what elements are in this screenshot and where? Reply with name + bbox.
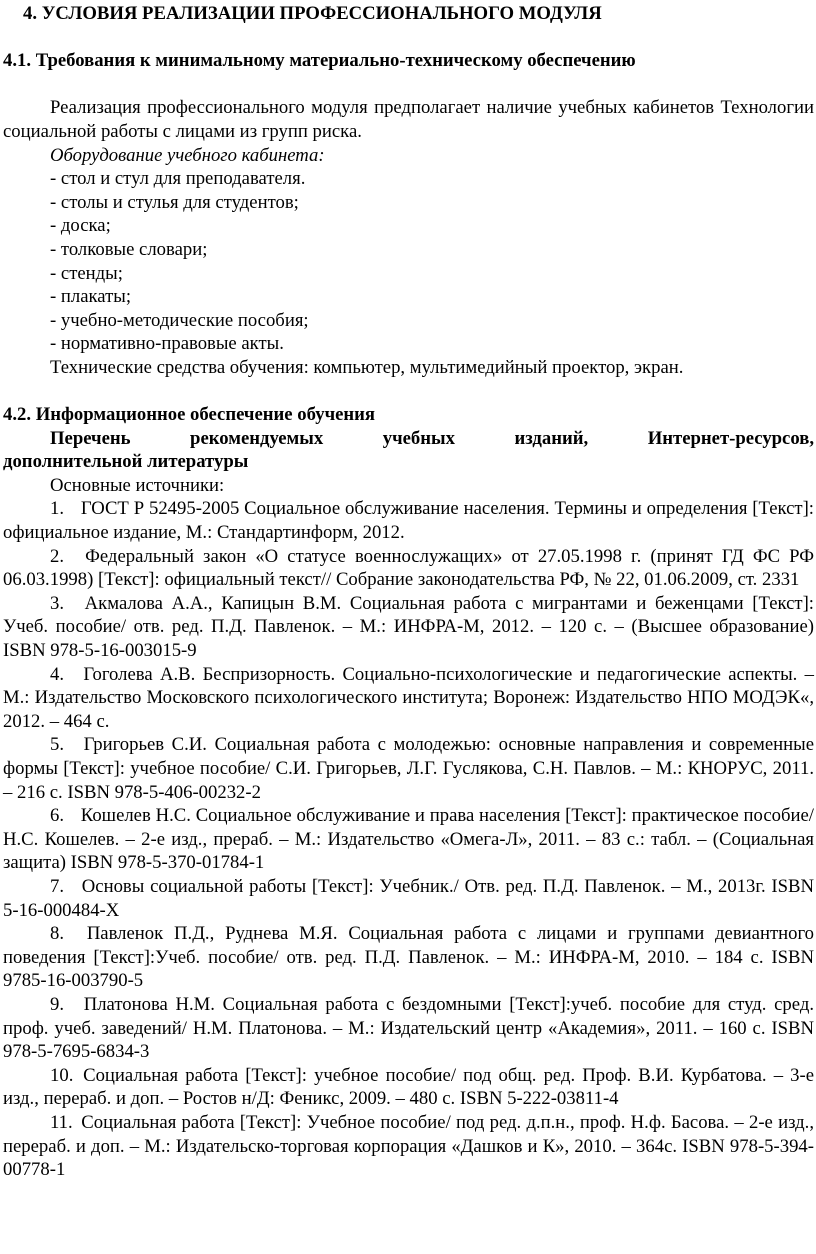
- subsection-1-title: 4.1. Требования к минимальному материально-техническому обеспечению: [3, 50, 636, 72]
- reference-number: 2.: [50, 545, 65, 567]
- reference-text: Федеральный закон «О статусе военнослужащих» от 27.05.1998 г. (принят ГД ФС РФ 06.03.1998) [Текст]: официальный текст// Собрание законодательства РФ, № 22, 01.06.2009, ст. 2331: [3, 545, 815, 591]
- reference-item: [3, 922, 814, 993]
- reference-number: 8.: [50, 923, 65, 945]
- reference-text: Григорьев С.И. Социальная работа с молодежью: основные направления и современные формы [Текст]: учебное пособие/ С.И. Григорьев, Л.Г. Гуслякова, С.Н. Павлов. – М.: КНОРУС, 2011. – 216 с. ISBN 978-5-406-00232-2: [3, 734, 815, 803]
- equipment-item: - нормативно-правовые акты.: [50, 333, 284, 355]
- equipment-item: - столы и стулья для студентов;: [50, 191, 299, 213]
- technical-means: Технические средства обучения: компьютер, мультимедийный проектор, экран.: [50, 356, 684, 378]
- spacer: [3, 380, 814, 404]
- equipment-item: - толковые словари;: [50, 238, 208, 260]
- subsection-2-title: 4.2. Информационное обеспечение обучения: [3, 404, 376, 426]
- reference-text: Гоголева А.В. Беспризорность. Социально-психологические и педагогические аспекты. – М.: Издательство Московского психологического института; Воронеж: Издательство НПО МОДЭК«, 2012. – 464 с.: [3, 663, 814, 732]
- equipment-item: - плакаты;: [50, 286, 132, 308]
- reference-number: 9.: [50, 993, 65, 1015]
- reference-text: Кошелев Н.С. Социальное обслуживание и права населения [Текст]: практическое пособие/ Н.С. Кошелев. – 2-е изд., прераб. – М.: Издательство «Омега-Л», 2011. – 83 с.: табл. – (Социальная защита) ISBN 978-5-370-01784-1: [3, 805, 814, 874]
- reference-text: Социальная работа [Текст]: учебное пособие/ под общ. ред. Проф. В.И. Курбатова. – 3-е изд., перераб. и доп. – Ростов н/Д: Феникс, 2009. – 480 с. ISBN 5-222-03811-4: [3, 1064, 814, 1110]
- reference-text: Платонова Н.М. Социальная работа с бездомными [Текст]:учеб. пособие для студ. сред. проф. учеб. заведений/ Н.М. Платонова. – М.: Издательский центр «Академия», 2011. – 160 с. ISBN 978-5-7695-6834-3: [3, 993, 815, 1063]
- reference-number: 6.: [50, 805, 65, 827]
- reference-number: 5.: [50, 734, 65, 756]
- reference-number: 11.: [50, 1111, 73, 1133]
- reference-text: Основы социальной работы [Текст]: Учебник./ Отв. ред. П.Д. Павленок. – М., 2013г. ISBN 5-16-000484-Х: [3, 875, 814, 921]
- spacer: [3, 73, 814, 97]
- reference-item: [3, 993, 814, 1064]
- reference-number: 10.: [50, 1064, 74, 1086]
- reference-item: [3, 1111, 814, 1182]
- reference-text: Социальная работа [Текст]: Учебное пособие/ под ред. д.п.н., проф. Н.ф. Басова. – 2-е изд., перераб. и доп. – М.: Издательско-торговая корпорация «Дашков и К», 2010. – 364с. ISBN 978-5-394-00778-1: [3, 1111, 815, 1181]
- equipment-item: - учебно-методические пособия;: [50, 309, 309, 331]
- equipment-item: - стол и стул для преподавателя.: [50, 168, 306, 190]
- reference-number: 3.: [50, 592, 65, 614]
- reference-item: [3, 733, 814, 804]
- reference-item: [3, 497, 814, 544]
- section-title: 4. УСЛОВИЯ РЕАЛИЗАЦИИ ПРОФЕССИОНАЛЬНОГО МОДУЛЯ: [23, 3, 602, 24]
- reference-item: [3, 592, 814, 663]
- reference-text: Акмалова А.А., Капицын В.М. Социальная работа с мигрантами и беженцами [Текст]: Учеб. пособие/ отв. ред. П.Д. Павленок. – М.: ИНФРА-М, 2012. – 120 с. – (Высшее образование) ISBN 978-5-16-003015-9: [3, 592, 815, 662]
- reference-item: [3, 1064, 814, 1111]
- reference-number: 1.: [50, 498, 65, 520]
- reference-item: [3, 663, 814, 734]
- reference-text: ГОСТ Р 52495-2005 Социальное обслуживание населения. Термины и определения [Текст]: официальное издание, М.: Стандартинформ, 2012.: [3, 498, 814, 544]
- reference-item: [3, 875, 814, 922]
- intro-paragraph: Реализация профессионального модуля предполагает наличие учебных кабинетов Технологии социальной работы с лицами из групп риска.: [3, 97, 814, 142]
- reference-text: Павленок П.Д., Руднева М.Я. Социальная работа с лицами и группами девиантного поведения [Текст]:Учеб. пособие/ отв. ред. П.Д. Павленок. – М.: ИНФРА-М, 2010. – 184 с. ISBN 9785-16-003790-5: [3, 923, 815, 992]
- sources-label: Основные источники:: [50, 474, 225, 496]
- reference-item: [3, 545, 814, 592]
- equipment-item: - стенды;: [50, 262, 123, 284]
- equipment-label: Оборудование учебного кабинета:: [50, 144, 325, 166]
- reference-item: [3, 804, 814, 875]
- equipment-item: - доска;: [50, 215, 111, 237]
- reference-number: 7.: [50, 875, 65, 897]
- document-page: [3, 2, 814, 1182]
- spacer: [3, 26, 814, 50]
- reference-number: 4.: [50, 663, 65, 685]
- list-heading-line-1: Перечень рекомендуемых учебных изданий, Интернет-ресурсов,: [50, 427, 814, 449]
- list-heading-line-2: дополнительной литературы: [3, 451, 249, 473]
